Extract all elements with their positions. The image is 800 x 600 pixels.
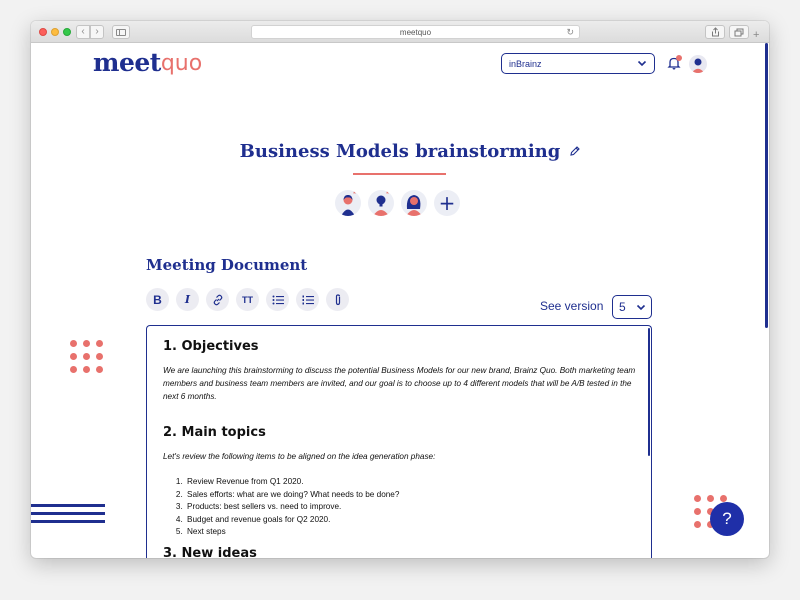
participant-avatar-icon (401, 190, 427, 216)
star-icon: * (353, 190, 357, 199)
see-version-label: See version (540, 299, 604, 313)
italic-button[interactable]: I (176, 288, 199, 311)
notifications-button[interactable] (667, 56, 681, 70)
bold-button[interactable]: B (146, 288, 169, 311)
user-avatar[interactable] (689, 55, 707, 73)
user-avatar-icon (689, 55, 707, 73)
document-heading: Meeting Document (146, 256, 308, 274)
pencil-icon[interactable] (569, 145, 581, 157)
organization-select-value: inBrainz (509, 58, 542, 69)
participant-avatar[interactable] (335, 190, 361, 216)
numbered-list-icon (302, 295, 314, 305)
tab-overview-button[interactable] (729, 25, 749, 39)
tabs-icon (734, 28, 744, 37)
paperclip-icon (333, 294, 343, 306)
browser-toolbar (31, 21, 769, 43)
meetquo-logo[interactable] (93, 50, 202, 75)
notification-badge (676, 55, 682, 61)
page-scrollbar[interactable] (765, 43, 768, 328)
participant-avatar[interactable] (401, 190, 427, 216)
logo-quo: quo (160, 51, 203, 76)
meeting-title-row (31, 141, 769, 162)
list-item: 1. Review Revenue from Q1 2020. (185, 476, 636, 489)
title-underline (353, 173, 446, 175)
star-icon: * (386, 190, 390, 199)
share-icon (711, 27, 720, 37)
logo-meet: meet (93, 48, 161, 77)
participant-avatar[interactable] (368, 190, 394, 216)
add-participant-button[interactable]: + (434, 190, 460, 216)
text-size-button[interactable]: TT (236, 288, 259, 311)
list-item: 2. Sales efforts: what are we doing? What needs to be done? (185, 489, 636, 502)
organization-select[interactable] (501, 53, 655, 74)
participants-list (335, 190, 460, 218)
version-select-value: 5 (619, 300, 626, 314)
share-button[interactable] (705, 25, 725, 39)
numbered-list-button[interactable] (296, 288, 319, 311)
section-heading: 2. Main topics (163, 425, 266, 440)
document-editor[interactable] (146, 325, 652, 558)
address-bar-url: meetquo (399, 27, 432, 37)
version-select[interactable] (612, 295, 652, 319)
section-paragraph: Let's review the following items to be aligned on the idea generation phase: (163, 452, 436, 461)
link-button[interactable] (206, 288, 229, 311)
section-heading: 1. Objectives (163, 339, 259, 354)
sidebar-toggle-button[interactable] (112, 25, 130, 39)
attachment-button[interactable] (326, 288, 349, 311)
minimize-window-button[interactable] (51, 28, 59, 36)
address-bar[interactable] (251, 25, 580, 39)
back-button[interactable]: ‹ (76, 25, 90, 39)
section-heading: 3. New ideas (163, 545, 257, 558)
chevron-down-icon (636, 302, 646, 312)
topics-list (163, 476, 636, 539)
zoom-window-button[interactable] (63, 28, 71, 36)
sidebar-icon (116, 29, 126, 36)
list-item: 3. Products: best sellers vs. need to improve. (185, 501, 636, 514)
editor-toolbar (146, 288, 349, 311)
bulleted-list-icon (272, 295, 284, 305)
bulleted-list-button[interactable] (266, 288, 289, 311)
editor-scrollbar[interactable] (648, 328, 650, 456)
link-icon (212, 294, 224, 306)
forward-button[interactable]: › (90, 25, 104, 39)
decorative-dots-left (70, 340, 103, 373)
browser-window (31, 21, 769, 558)
list-item: 5. Next steps (185, 526, 636, 539)
help-button[interactable]: ? (710, 502, 744, 536)
meeting-title: Business Models brainstorming (239, 141, 561, 162)
section-paragraph: We are launching this brainstorming to discuss the potential Business Models for our new brand, Brainz Quo. Both marketing team members and business team members are invited, and our goal is to choose up to 4 different models that will be A/B tested in the next 6 months. (163, 366, 636, 401)
decorative-stripes (31, 504, 105, 528)
new-tab-button[interactable]: + (753, 29, 760, 41)
reload-icon[interactable]: ↻ (566, 27, 574, 37)
list-item: 4. Budget and revenue goals for Q2 2020. (185, 514, 636, 527)
close-window-button[interactable] (39, 28, 47, 36)
chevron-down-icon (637, 58, 647, 68)
